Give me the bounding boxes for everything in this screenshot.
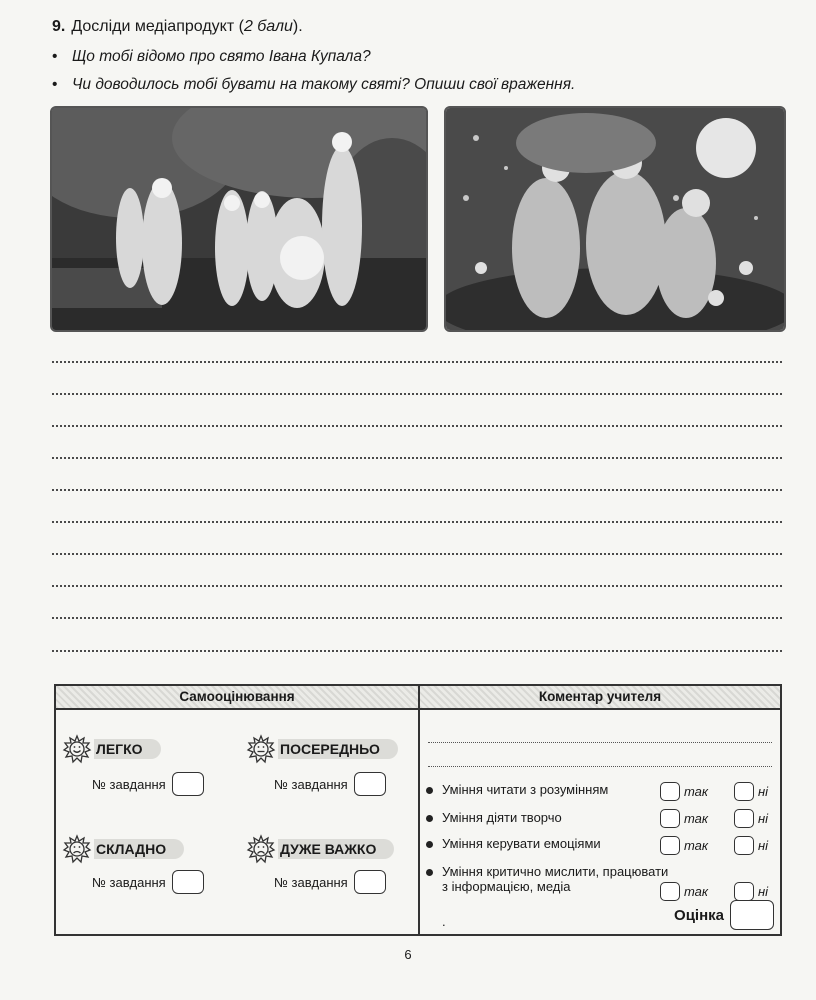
yes-option[interactable]: так xyxy=(660,809,708,828)
task-number: 9. xyxy=(52,18,66,35)
no-checkbox[interactable] xyxy=(734,782,754,801)
question-1: • Що тобі відомо про свято Івана Купала? xyxy=(52,48,371,65)
yes-checkbox[interactable] xyxy=(660,809,680,828)
writing-line[interactable] xyxy=(52,393,782,395)
task-number-box[interactable] xyxy=(354,870,386,894)
level-difficult-label: СКЛАДНО xyxy=(94,839,184,859)
task-number-easy: № завдання xyxy=(92,772,204,796)
task-title: Досліди медіапродукт ( xyxy=(71,18,244,35)
sun-smile-icon xyxy=(62,734,92,764)
level-medium-label: ПОСЕРЕДНЬО xyxy=(278,739,398,759)
task-heading xyxy=(52,18,303,36)
yes-option[interactable]: так xyxy=(660,882,708,901)
teacher-comment-header: Коментар учителя xyxy=(420,686,780,710)
yes-checkbox[interactable] xyxy=(660,836,680,855)
photo-kupala-painting xyxy=(444,106,786,332)
skill-critical-thinking: Уміння критично мислити, працювати з інформацією, медіа xyxy=(426,864,668,894)
card-divider xyxy=(418,686,420,934)
task-number-box[interactable] xyxy=(172,772,204,796)
level-easy-label: ЛЕГКО xyxy=(94,739,161,759)
task-points: 2 бали xyxy=(243,18,293,35)
level-very-hard xyxy=(246,834,394,864)
task-number-very-hard: № завдання xyxy=(274,870,386,894)
writing-line[interactable] xyxy=(52,553,782,555)
level-medium xyxy=(246,734,398,764)
task-number-difficult: № завдання xyxy=(92,870,204,894)
level-very-hard-label: ДУЖЕ ВАЖКО xyxy=(278,839,394,859)
no-option[interactable]: ні xyxy=(734,836,768,855)
writing-line[interactable] xyxy=(52,489,782,491)
level-difficult xyxy=(62,834,184,864)
no-option[interactable]: ні xyxy=(734,782,768,801)
yes-checkbox[interactable] xyxy=(660,782,680,801)
writing-line[interactable] xyxy=(52,521,782,523)
yes-option[interactable]: так xyxy=(660,836,708,855)
skill-creativity: Уміння діяти творчо xyxy=(426,810,562,825)
self-assessment-header: Самооцінювання xyxy=(56,686,418,710)
yes-checkbox[interactable] xyxy=(660,882,680,901)
skill-emotions: Уміння керувати емоціями xyxy=(426,836,601,851)
sun-smile-icon xyxy=(246,734,276,764)
task-number-medium: № завдання xyxy=(274,772,386,796)
no-checkbox[interactable] xyxy=(734,882,754,901)
photo-kupala-girls xyxy=(50,106,428,332)
task-number-box[interactable] xyxy=(172,870,204,894)
writing-line[interactable] xyxy=(52,361,782,363)
task-title-end: ). xyxy=(292,18,303,35)
level-easy xyxy=(62,734,161,764)
writing-line[interactable] xyxy=(52,585,782,587)
comment-line[interactable] xyxy=(428,766,772,767)
stray-mark: . xyxy=(442,914,446,929)
no-checkbox[interactable] xyxy=(734,809,754,828)
task-number-box[interactable] xyxy=(354,772,386,796)
question-2: • Чи доводилось тобі бувати на такому святі? Опиши свої враження. xyxy=(52,76,576,93)
assessment-card xyxy=(54,684,782,936)
grade-label: Оцінка xyxy=(674,906,724,924)
writing-line[interactable] xyxy=(52,425,782,427)
page-number: 6 xyxy=(404,947,412,962)
comment-line[interactable] xyxy=(428,742,772,743)
writing-line[interactable] xyxy=(52,617,782,619)
writing-line[interactable] xyxy=(52,457,782,459)
yes-option[interactable]: так xyxy=(660,782,708,801)
writing-line[interactable] xyxy=(52,650,782,652)
sun-sad-icon xyxy=(246,834,276,864)
no-option[interactable]: ні xyxy=(734,882,768,901)
grade-box[interactable] xyxy=(730,900,774,930)
sun-frown-icon xyxy=(62,834,92,864)
no-option[interactable]: ні xyxy=(734,809,768,828)
skill-reading: Уміння читати з розумінням xyxy=(426,782,608,797)
no-checkbox[interactable] xyxy=(734,836,754,855)
grade-field xyxy=(674,900,774,930)
